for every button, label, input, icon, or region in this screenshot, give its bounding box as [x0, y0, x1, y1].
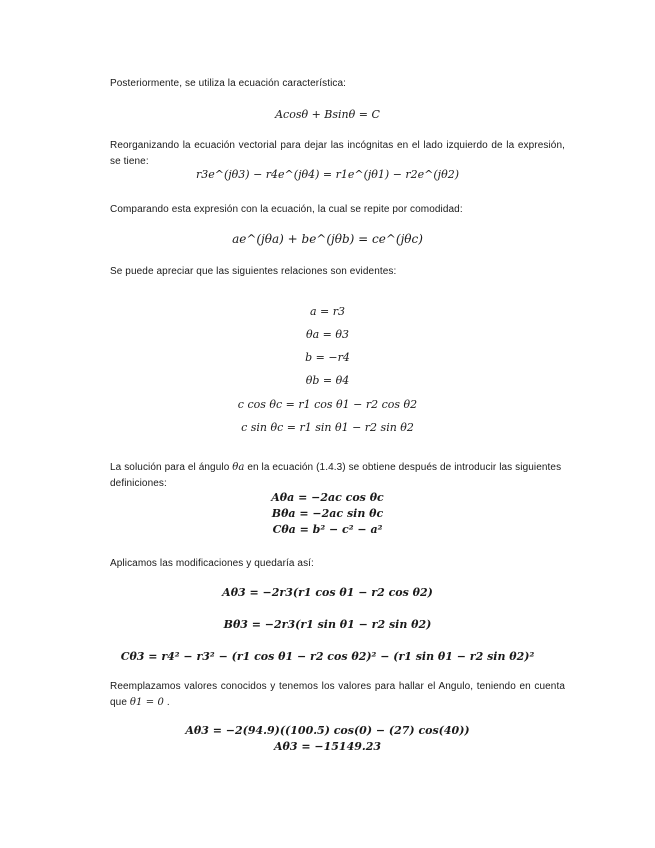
numeric-equation-2-text: Aθ3 = −15149.23: [273, 740, 382, 753]
modified-b-text: Bθ3 = −2r3(r1 sin θ1 − r2 sin θ2): [223, 618, 432, 631]
definition-c-text: Cθa = b² − c² − a²: [272, 523, 383, 536]
paragraph-replace-end: .: [166, 697, 170, 708]
definition-a: [0, 491, 655, 504]
relation-c-sin-text: c sin θc = r1 sin θ1 − r2 sin θ2: [241, 421, 414, 434]
relation-theta-a: [0, 328, 655, 341]
definition-c: [0, 523, 655, 536]
modified-a-text: Aθ3 = −2r3(r1 cos θ1 − r2 cos θ2): [222, 586, 433, 599]
modified-c: [0, 650, 655, 663]
inline-theta1-zero: θ1 = 0: [129, 697, 164, 708]
paragraph-replace: [110, 679, 565, 711]
relation-c-sin: [0, 421, 655, 434]
relation-b: [0, 351, 655, 364]
modified-c-text: Cθ3 = r4² − r3² − (r1 cos θ1 − r2 cos θ2)² − (r1 sin θ1 − r2 sin θ2)²: [120, 650, 535, 663]
definition-b: [0, 507, 655, 520]
equation-vector-loop-text: r3e^(jθ3) − r4e^(jθ4) = r1e^(jθ1) − r2e^(jθ2): [195, 168, 460, 181]
relation-theta-b-text: θb = θ4: [305, 374, 350, 387]
relation-theta-a-text: θa = θ3: [305, 328, 349, 341]
equation-vector-loop: [0, 168, 655, 181]
paragraph-compare: Comparando esta expresión con la ecuación, la cual se repite por comodidad:: [110, 204, 463, 215]
definition-a-text: Aθa = −2ac cos θc: [271, 491, 384, 504]
paragraph-characteristic-intro: Posteriormente, se utiliza la ecuación característica:: [110, 78, 347, 89]
relation-a: [0, 305, 655, 318]
paragraph-replace-start: Reemplazamos valores conocidos y tenemos los valores para hallar el Angulo, teniendo en cuenta que: [110, 681, 565, 708]
equation-characteristic-text: Acosθ + Bsinθ = C: [275, 108, 380, 121]
definition-b-text: Bθa = −2ac sin θc: [271, 507, 384, 520]
equation-generic: [0, 232, 655, 246]
relation-c-cos-text: c cos θc = r1 cos θ1 − r2 cos θ2: [237, 398, 418, 411]
paragraph-solution: [110, 460, 565, 492]
numeric-equation-1-text: Aθ3 = −2(94.9)((100.5) cos(0) − (27) cos(40)): [185, 724, 470, 737]
paragraph-relations-intro: Se puede apreciar que las siguientes relaciones son evidentes:: [110, 266, 397, 277]
relation-c-cos: [0, 398, 655, 411]
equation-characteristic: [0, 108, 655, 121]
paragraph-modifications: Aplicamos las modificaciones y quedaría así:: [110, 558, 314, 569]
inline-theta-a: θa: [232, 462, 245, 473]
paragraph-reorganize: Reorganizando la ecuación vectorial para dejar las incógnitas en el lado izquierdo de la expresión, se tiene:: [110, 140, 565, 167]
numeric-equation-2: [0, 740, 655, 753]
modified-a: [0, 586, 655, 599]
modified-b: [0, 618, 655, 631]
paragraph-solution-start: La solución para el ángulo: [110, 462, 230, 473]
numeric-equation-1: [0, 724, 655, 737]
paragraph-solution-end: en la ecuación (1.4.3) se obtiene después de introducir las siguientes definiciones:: [110, 462, 562, 489]
relation-b-text: b = −r4: [305, 351, 350, 364]
equation-generic-text: ae^(jθa) + be^(jθb) = ce^(jθc): [232, 232, 423, 246]
relation-a-text: a = r3: [309, 305, 346, 318]
relation-theta-b: [0, 374, 655, 387]
